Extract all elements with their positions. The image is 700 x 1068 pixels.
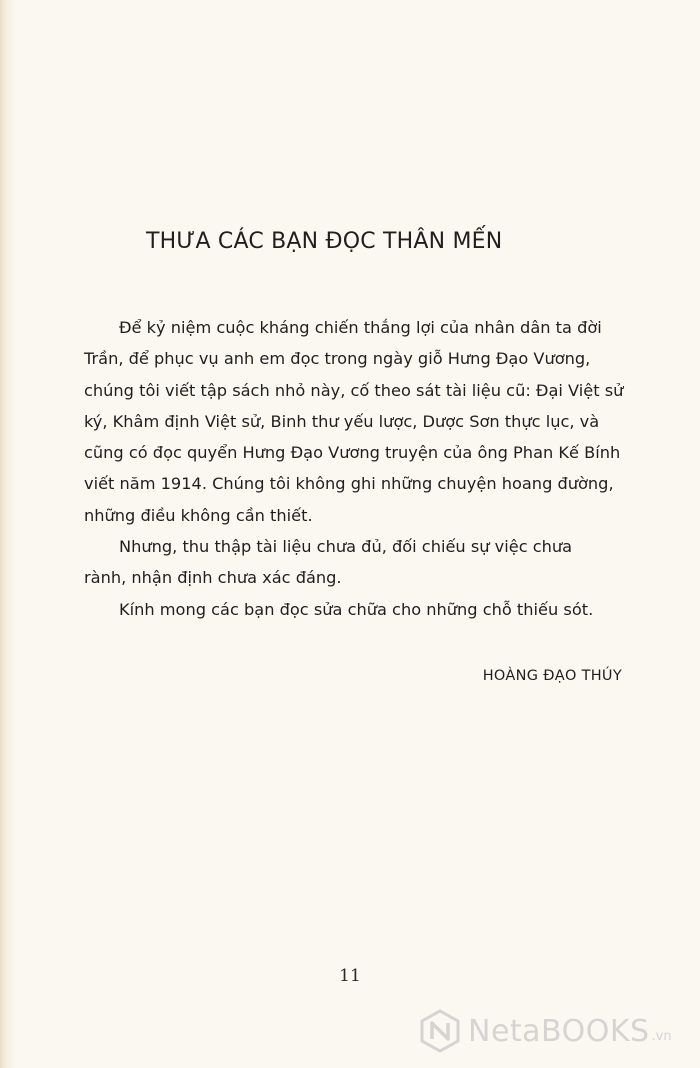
text-line: ký, Khâm định Việt sử, Binh thư yếu lược, Dược Sơn thực lục, và	[84, 411, 600, 431]
paragraph-3	[84, 594, 626, 625]
paragraph-2	[84, 531, 626, 594]
author-signature: HOÀNG ĐẠO THÚY	[482, 668, 622, 684]
text-line: Để kỷ niệm cuộc kháng chiến thắng lợi của nhân dân ta đời	[119, 318, 602, 337]
watermark-text: NetaBOOKS	[468, 1013, 650, 1049]
text-line: Kính mong các bạn đọc sửa chữa cho những chỗ thiếu sót.	[119, 599, 594, 619]
watermark-suffix: .vn	[651, 1028, 672, 1044]
text-line: Trần, để phục vụ anh em đọc trong ngày giỗ Hưng Đạo Vương,	[84, 349, 591, 369]
watermark	[418, 1005, 672, 1057]
bleed-through-texture	[90, 92, 650, 110]
text-line: cũng có đọc quyển Hưng Đạo Vương truyện của ông Phan Kế Bính	[84, 443, 621, 463]
text-line: Nhưng, thu thập tài liệu chưa đủ, đối chiếu sự việc chưa	[119, 537, 573, 557]
text-line: rành, nhận định chưa xác đáng.	[84, 568, 342, 588]
page-number: 11	[339, 966, 361, 986]
text-line: chúng tôi viết tập sách nhỏ này, cố theo sát tài liệu cũ: Đại Việt sử	[84, 380, 624, 400]
text-line: những điều không cần thiết.	[84, 505, 313, 525]
body-text	[84, 312, 626, 625]
text-line: viết năm 1914. Chúng tôi không ghi những chuyện hoang đường,	[84, 474, 614, 494]
paragraph-1	[84, 312, 626, 531]
page-heading: THƯA CÁC BẠN ĐỌC THÂN MẾN	[146, 229, 503, 254]
netabooks-logo-icon	[418, 1009, 462, 1053]
